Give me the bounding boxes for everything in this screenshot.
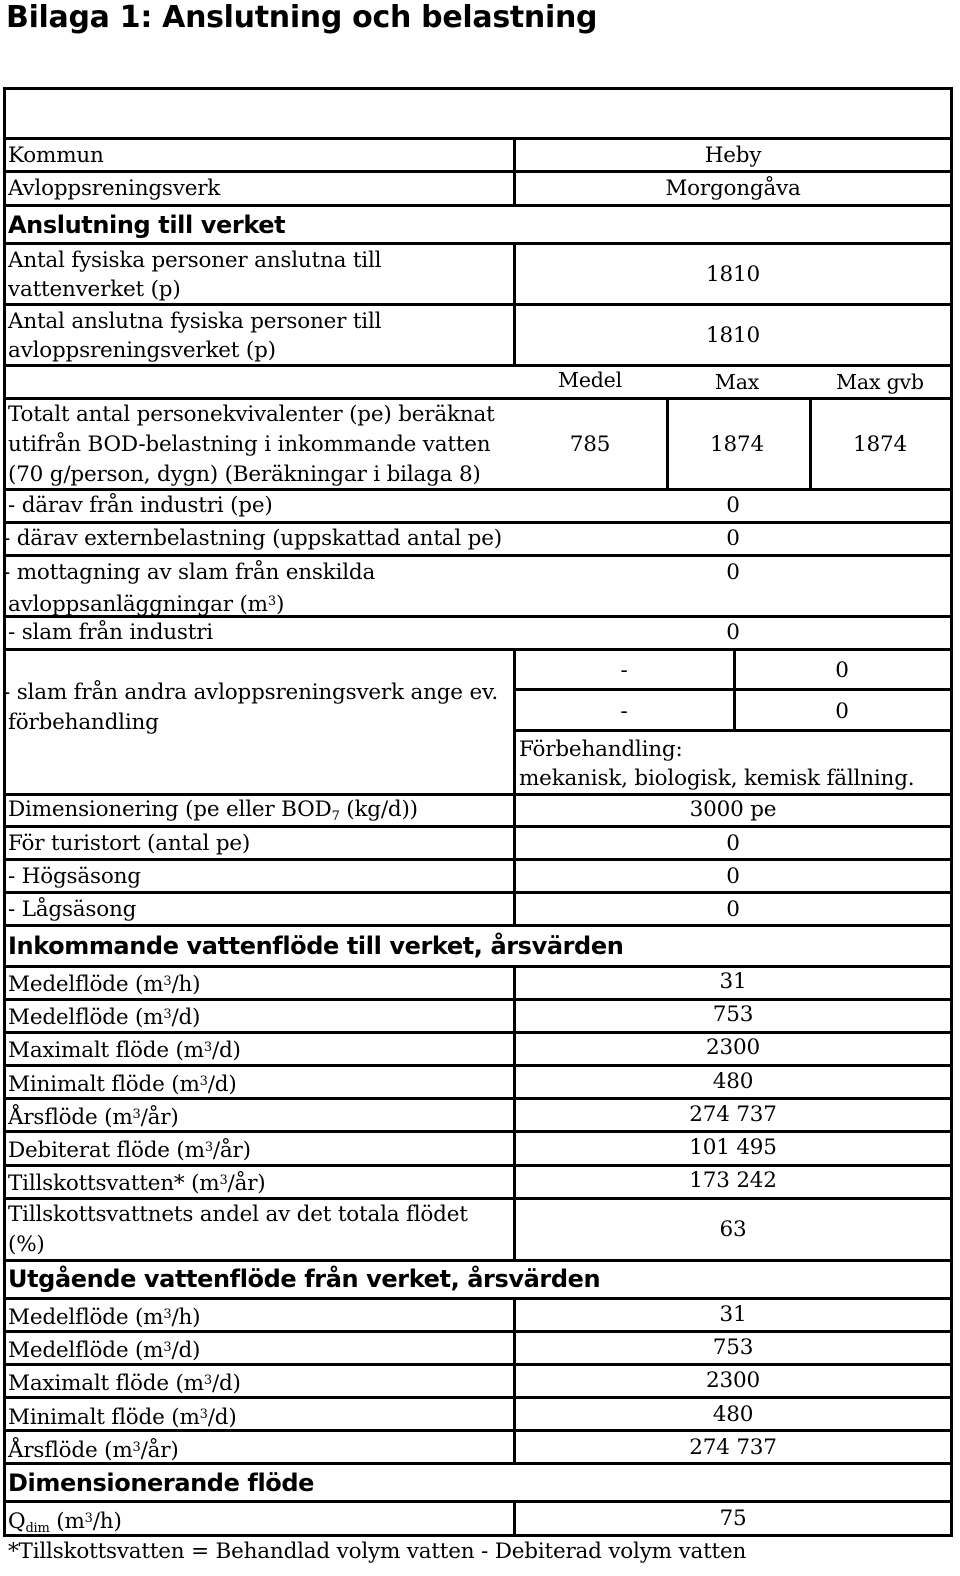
table-rule (3, 891, 953, 894)
slam-andra-cell: - (620, 699, 628, 724)
qdim-value: 75 (719, 1506, 747, 1531)
inflow-row-value: 480 (712, 1068, 754, 1094)
table-rule (3, 1500, 953, 1503)
pe-max-value: 1874 (710, 432, 764, 457)
footnote: *Tillskottsvatten = Behandlad volym vatten - Debiterad volym vatten (8, 1539, 747, 1564)
table-rule (513, 648, 516, 793)
turist-value: 0 (726, 831, 740, 856)
lagsasong-value: 0 (726, 897, 740, 922)
table-rule (3, 170, 953, 173)
table-rule (666, 397, 669, 488)
outflow-row-label: Minimalt flöde $(m^3/d)$ (8, 1404, 237, 1430)
outflow-row-value: 31 (719, 1302, 747, 1327)
inflow-row-value: 2300 (706, 1035, 760, 1061)
table-rule (3, 1259, 953, 1262)
lagsasong-label: - Lågsäsong (8, 897, 137, 922)
table-rule (3, 137, 953, 140)
pe-label: Totalt antal personekvivalenter (pe) beräknat (8, 402, 495, 427)
outflow-row-label: Maximalt flöde $(m^3/d)$ (8, 1371, 241, 1397)
outflow-row-label: Medelflöde $(m^3/d)$ (8, 1338, 201, 1364)
section-dimensionerande: Dimensionerande flöde (8, 1469, 315, 1497)
verk-value: Morgongåva (665, 176, 801, 201)
fys-avlopp-value: 1810 (706, 323, 760, 348)
inflow-row-value: 753 (712, 1002, 754, 1028)
table-rule (3, 858, 953, 861)
table-rule (513, 137, 516, 204)
inflow-row-value: 274 737 (689, 1101, 777, 1127)
andel-value: 63 (719, 1217, 747, 1242)
slam-andra-cell: 0 (835, 699, 849, 724)
turist-label: För turistort (antal pe) (8, 831, 251, 856)
extern-label: - därav externbelastning (uppskattad antal pe) (3, 526, 502, 551)
fys-vatten-label: vattenverket (p) (8, 277, 181, 302)
inflow-row-label: Årsflöde $(m^3/år)$ (8, 1104, 179, 1130)
fys-vatten-label: Antal fysiska personer anslutna till (8, 248, 382, 273)
pe-max-gvb-value: 1874 (853, 432, 907, 457)
industri-label: - därav från industri (pe) (8, 493, 273, 518)
slam-enskilda-value: 0 (726, 560, 740, 585)
table-rule (3, 648, 953, 651)
table-rule (3, 204, 953, 207)
dim-value: 3000 pe (689, 797, 777, 822)
pe-label: utifrån BOD-belastning i inkommande vatten (8, 432, 491, 457)
header-medel: Medel (558, 368, 622, 392)
slam-andra-label: - slam från andra avloppsreningsverk ange ev. (3, 680, 499, 705)
dim-label: Dimensionering (pe eller $BOD_7$ (kg/d)) (8, 797, 418, 824)
page-title: Bilaga 1: Anslutning och belastning (6, 0, 598, 35)
andel-label: Tillskottsvattnets andel av det totala flödet (8, 1202, 468, 1227)
slam-industri-label: - slam från industri (8, 620, 213, 645)
hogsasong-value: 0 (726, 864, 740, 889)
pe-label: (70 g/person, dygn) (Beräkningar i bilaga 8) (8, 462, 481, 487)
qdim-label: $Q_{dim}$ $(m^3/h)$ (8, 1509, 122, 1536)
table-rule (3, 242, 953, 245)
outflow-row-value: 753 (712, 1335, 754, 1361)
section-anslutning: Anslutning till verket (8, 211, 286, 239)
slam-andra-cell: - (620, 658, 628, 683)
outflow-row-label: Årsflöde $(m^3/år)$ (8, 1437, 179, 1463)
kommun-value: Heby (704, 143, 762, 168)
slam-industri-value: 0 (726, 620, 740, 645)
slam-enskilda-label: avloppsanläggningar $(m^3)$ (8, 592, 285, 617)
section-utgaende: Utgående vattenflöde från verket, årsvärden (8, 1265, 601, 1293)
header-max: Max (714, 370, 760, 394)
kommun-label: Kommun (8, 143, 104, 168)
slam-andra-cell: 0 (835, 658, 849, 683)
inflow-row-label: Tillskottsvatten* $(m^3/år)$ (8, 1171, 266, 1197)
extern-value: 0 (726, 526, 740, 551)
slam-enskilda-label: - mottagning av slam från enskilda (3, 560, 376, 585)
header-max-gvb: Max gvb (836, 370, 924, 394)
table-rule (513, 1297, 516, 1463)
inflow-row-label: Medelflöde $(m^3/h)$ (8, 972, 201, 997)
hogsasong-label: - Högsäsong (8, 864, 141, 889)
inflow-row-label: Maximalt flöde $(m^3/d)$ (8, 1038, 241, 1064)
slam-andra-label: förbehandling (8, 710, 159, 735)
fys-avlopp-label: avloppsreningsverket (p) (8, 338, 276, 363)
inflow-row-label: Debiterat flöde $(m^3/år)$ (8, 1138, 251, 1163)
inflow-row-value: 101 495 (689, 1135, 777, 1160)
table-rule (733, 648, 736, 729)
forbehandling-label: Förbehandling: (519, 737, 683, 762)
table-rule (513, 965, 516, 1260)
fys-avlopp-label: Antal anslutna fysiska personer till (8, 309, 382, 334)
table-rule (3, 554, 953, 557)
inflow-row-value: 31 (719, 969, 747, 994)
andel-label: (%) (8, 1232, 45, 1257)
table-rule (513, 793, 516, 924)
inflow-row-label: Minimalt flöde $(m^3/d)$ (8, 1071, 237, 1097)
pe-medel-value: 785 (569, 432, 611, 457)
verk-label: Avloppsreningsverk (8, 176, 221, 201)
section-inkommande: Inkommande vattenflöde till verket, årsvärden (8, 932, 624, 960)
industri-value: 0 (726, 493, 740, 518)
table-rule (513, 1500, 516, 1535)
outflow-row-value: 2300 (706, 1368, 760, 1394)
table-rule (513, 242, 516, 365)
table-rule (809, 397, 812, 488)
outflow-row-label: Medelflöde $(m^3/h)$ (8, 1305, 201, 1330)
fys-vatten-value: 1810 (706, 262, 760, 287)
table-rule (513, 729, 953, 732)
forbehandling-text: mekanisk, biologisk, kemisk fällning. (519, 766, 915, 791)
inflow-row-value: 173 242 (689, 1168, 777, 1194)
outflow-row-value: 274 737 (689, 1434, 777, 1460)
table-rule (3, 924, 953, 927)
inflow-row-label: Medelflöde $(m^3/d)$ (8, 1005, 201, 1031)
outflow-row-value: 480 (712, 1401, 754, 1427)
